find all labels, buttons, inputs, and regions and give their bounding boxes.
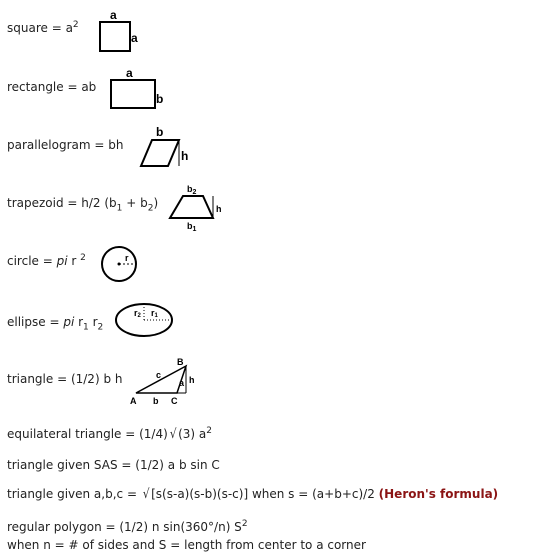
ellipse-r1: r (74, 315, 84, 329)
parallelogram-label-b: b (156, 125, 164, 139)
trapezoid-label-h: h (216, 204, 222, 214)
trapezoid-text-post: ) (153, 196, 159, 210)
heron-text-pre: triangle given a,b,c = (7, 487, 141, 501)
trapezoid-label-b2: $b_2$ (187, 184, 197, 196)
equilateral-exponent: 2 (206, 426, 212, 436)
triangle-label-C: C (171, 396, 178, 406)
trapezoid-shape (170, 196, 213, 218)
polygon-text-pre: regular polygon = (1/2) n sin(360°/n) S (7, 520, 242, 534)
equilateral-text-arg: (3) a (178, 427, 207, 441)
polygon-exponent: 2 (241, 519, 248, 529)
parallelogram-shape (141, 140, 179, 166)
ellipse-formula (7, 315, 104, 333)
trapezoid-label-b1: $b_1$ (187, 221, 197, 233)
circle-formula (7, 254, 86, 268)
sqrt-icon: √ (169, 427, 177, 442)
polygon-formula (7, 520, 248, 534)
ellipse-text-pre: ellipse = (7, 315, 64, 329)
trapezoid-text-mid: + b (122, 196, 148, 210)
triangle-label-h: h (189, 375, 195, 385)
ellipse-sub-1: 1 (83, 322, 89, 333)
ellipse-label-r1: r1 (151, 308, 158, 319)
triangle-formula: triangle = (1/2) b h (7, 372, 123, 386)
rectangle-shape (111, 80, 155, 108)
ellipse-sub-2: 2 (97, 322, 104, 333)
heron-formula (7, 487, 498, 502)
trapezoid-figure (165, 182, 235, 236)
trapezoid-sub-1: 1 (116, 203, 123, 214)
triangle-figure (126, 356, 206, 410)
square-formula-text: square = a (7, 21, 73, 35)
square-formula (7, 21, 79, 35)
rectangle-figure (105, 64, 175, 114)
square-label-a-top: a (110, 8, 117, 22)
trapezoid-text-pre: trapezoid = h/2 (b (7, 196, 117, 210)
circle-center-dot (118, 263, 121, 266)
sas-formula: triangle given SAS = (1/2) a b sin C (7, 458, 220, 472)
heron-text-post: [s(s-a)(s-b)(s-c)] when s = (a+b+c)/2 (151, 487, 379, 501)
ellipse-pi: pi (63, 315, 75, 329)
ellipse-figure (114, 301, 176, 341)
parallelogram-label-h: h (181, 149, 189, 163)
square-label-a-side: a (131, 31, 138, 45)
circle-label-r: r (125, 253, 129, 263)
triangle-label-A: A (130, 396, 137, 406)
heron-formula-label: (Heron's formula) (378, 487, 499, 501)
rectangle-formula: rectangle = ab (7, 80, 97, 94)
square-figure (95, 6, 145, 56)
trapezoid-formula (7, 196, 159, 214)
parallelogram-formula: parallelogram = bh (7, 138, 124, 152)
parallelogram-figure (135, 124, 205, 174)
circle-figure (98, 244, 148, 284)
equilateral-text-pre: equilateral triangle = (1/4) (7, 427, 168, 441)
triangle-label-B: B (177, 357, 184, 367)
circle-exponent: 2 (80, 253, 86, 263)
rectangle-label-b: b (156, 92, 164, 106)
triangle-label-c: c (156, 370, 162, 380)
sqrt-icon: √ (142, 487, 150, 502)
rectangle-label-a: a (126, 66, 133, 80)
equilateral-formula (7, 427, 212, 442)
ellipse-label-r2: r2 (134, 308, 141, 319)
trapezoid-sub-2: 2 (147, 203, 154, 214)
triangle-label-b: b (153, 396, 159, 406)
ellipse-r2: r (88, 315, 98, 329)
circle-pi: pi (56, 254, 68, 268)
square-exponent: 2 (72, 20, 79, 30)
circle-r: r (67, 254, 81, 268)
polygon-note: when n = # of sides and S = length from center to a corner (7, 538, 366, 552)
circle-text-pre: circle = (7, 254, 57, 268)
triangle-label-a: a (179, 378, 185, 388)
square-shape (100, 22, 130, 51)
